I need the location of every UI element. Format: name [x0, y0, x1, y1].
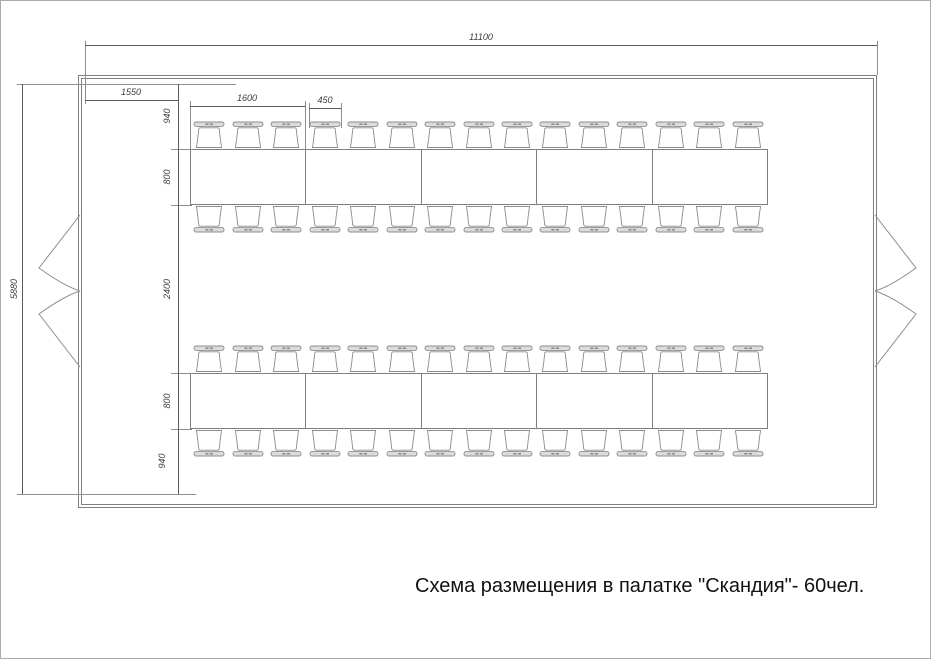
- chair-icon: [539, 205, 571, 233]
- chair-icon: [693, 205, 725, 233]
- chair-icon: [347, 205, 379, 233]
- dim-chain-940-bottom: [178, 429, 179, 494]
- chair-icon: [270, 429, 302, 457]
- table-row-1: [190, 149, 768, 205]
- dim-table-length: [190, 93, 305, 107]
- chair-icon: [501, 121, 533, 149]
- door-left-icon: [33, 213, 81, 369]
- chair-icon: [616, 429, 648, 457]
- chair-icon: [463, 345, 495, 373]
- banquet-table: [536, 373, 652, 429]
- banquet-table: [305, 149, 421, 205]
- chair-icon: [539, 121, 571, 149]
- chair-icon: [732, 429, 764, 457]
- dim-label: 1550: [120, 87, 142, 97]
- chair-icon: [270, 345, 302, 373]
- dim-label: 5880: [9, 278, 19, 300]
- chair-icon: [463, 205, 495, 233]
- chair-icon: [655, 205, 687, 233]
- chair-icon: [270, 121, 302, 149]
- dim-label: 940: [162, 108, 172, 124]
- chair-icon: [463, 429, 495, 457]
- chair-icon: [463, 121, 495, 149]
- door-right-icon: [874, 213, 922, 369]
- extension-line: [17, 494, 196, 495]
- chair-icon: [193, 205, 225, 233]
- chair-icon: [578, 345, 610, 373]
- banquet-table: [421, 373, 537, 429]
- chair-icon: [501, 205, 533, 233]
- banquet-table: [421, 149, 537, 205]
- chair-icon: [270, 205, 302, 233]
- extension-line: [171, 429, 192, 430]
- chair-icon: [616, 121, 648, 149]
- dim-chair-pitch: [309, 95, 341, 109]
- chair-icon: [309, 345, 341, 373]
- extension-line: [171, 373, 192, 374]
- chair-icon: [193, 345, 225, 373]
- chair-icon: [655, 429, 687, 457]
- chair-icon: [193, 121, 225, 149]
- chair-icon: [693, 429, 725, 457]
- chair-icon: [232, 345, 264, 373]
- extension-line: [190, 101, 191, 150]
- chair-icon: [424, 345, 456, 373]
- extension-line: [171, 205, 192, 206]
- dim-label: 800: [162, 393, 172, 409]
- chair-icon: [616, 205, 648, 233]
- chair-icon: [655, 121, 687, 149]
- chair-icon: [386, 429, 418, 457]
- chair-icon: [424, 429, 456, 457]
- extension-line: [85, 41, 86, 104]
- extension-line: [305, 101, 306, 150]
- chair-icon: [232, 121, 264, 149]
- chair-icon: [501, 429, 533, 457]
- chair-icon: [193, 429, 225, 457]
- dim-tent-width: [85, 32, 877, 46]
- extension-line: [171, 149, 192, 150]
- chair-icon: [693, 121, 725, 149]
- dim-chain-940-top: [178, 84, 179, 149]
- dim-label: 11100: [469, 32, 493, 42]
- dim-label: 800: [162, 169, 172, 185]
- chair-icon: [347, 429, 379, 457]
- banquet-table: [305, 373, 421, 429]
- chair-icon: [732, 345, 764, 373]
- dim-left-offset: [85, 87, 178, 101]
- banquet-table: [536, 149, 652, 205]
- chair-icon: [386, 345, 418, 373]
- chair-icon: [501, 345, 533, 373]
- dim-label: 1600: [236, 93, 258, 103]
- chair-icon: [616, 345, 648, 373]
- chair-icon: [578, 121, 610, 149]
- dim-chain-800-top: [178, 149, 179, 205]
- dim-label: 2400: [162, 278, 172, 300]
- dim-chain-2400: [178, 205, 179, 373]
- banquet-table: [652, 149, 768, 205]
- chair-icon: [309, 205, 341, 233]
- dim-label: 450: [317, 95, 333, 105]
- chair-icon: [424, 121, 456, 149]
- chair-icon: [539, 345, 571, 373]
- extension-line: [17, 84, 236, 85]
- chair-icon: [693, 345, 725, 373]
- chair-icon: [347, 345, 379, 373]
- dim-chain-800-bottom: [178, 373, 179, 429]
- chair-icon: [347, 121, 379, 149]
- banquet-table: [190, 149, 306, 205]
- chair-icon: [232, 205, 264, 233]
- table-row-2: [190, 373, 768, 429]
- chair-icon: [386, 121, 418, 149]
- chair-icon: [309, 121, 341, 149]
- chair-icon: [232, 429, 264, 457]
- chair-icon: [655, 345, 687, 373]
- dim-tent-height: [22, 84, 23, 494]
- chair-icon: [732, 121, 764, 149]
- banquet-table: [652, 373, 768, 429]
- banquet-table: [190, 373, 306, 429]
- chair-icon: [578, 205, 610, 233]
- chair-icon: [309, 429, 341, 457]
- chair-icon: [539, 429, 571, 457]
- chair-icon: [386, 205, 418, 233]
- chair-icon: [732, 205, 764, 233]
- chair-icon: [578, 429, 610, 457]
- chair-icon: [424, 205, 456, 233]
- drawing-title: Схема размещения в палатке "Скандия"- 60чел.: [415, 575, 865, 597]
- dim-label: 940: [157, 453, 167, 469]
